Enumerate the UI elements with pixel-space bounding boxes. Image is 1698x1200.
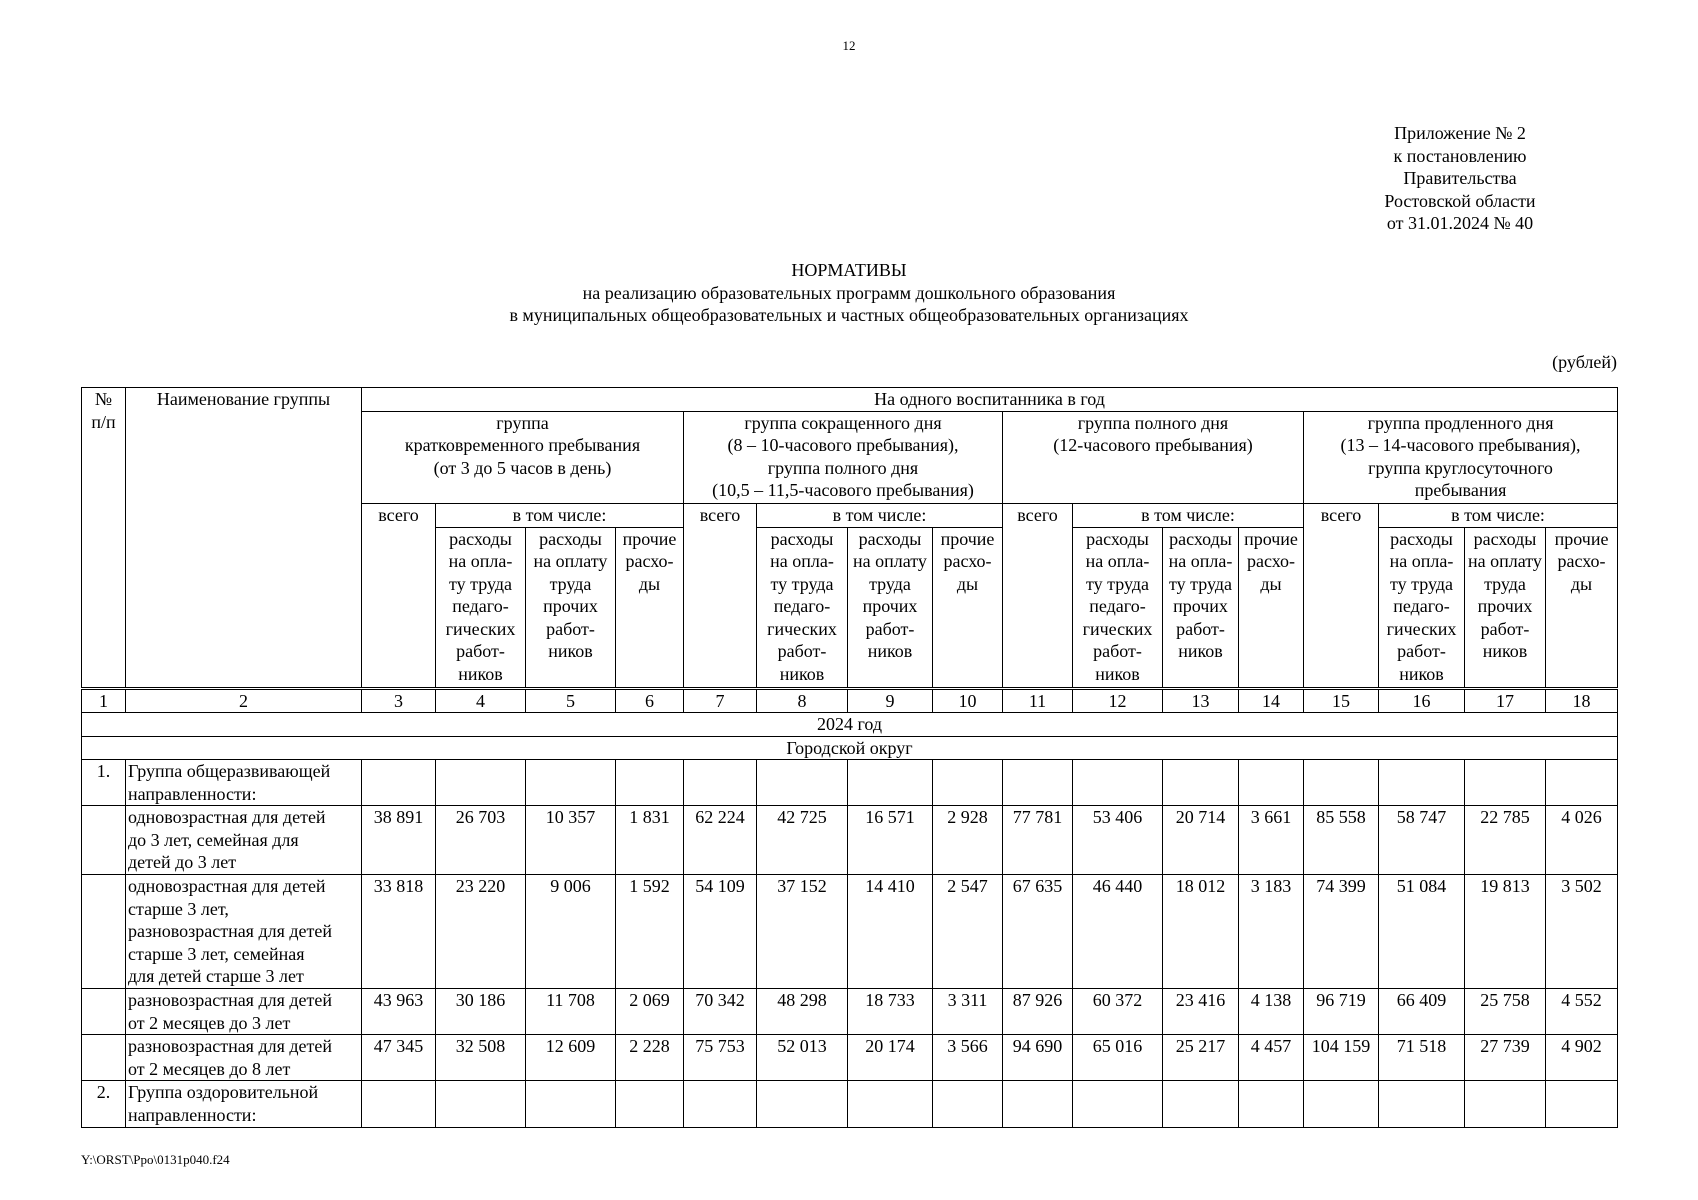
value-cell [933,1081,1003,1128]
value-cell: 9 006 [526,875,616,989]
header-including: в том числе: [1073,503,1304,527]
value-cell: 3 566 [933,1035,1003,1081]
value-cell: 67 635 [1003,875,1073,989]
value-cell: 87 926 [1003,989,1073,1035]
header-expense-type: расходы на опла- ту труда педаго- гических работ- ников [1073,527,1163,688]
value-cell [526,1081,616,1128]
value-cell: 2 547 [933,875,1003,989]
value-cell: 75 753 [684,1035,757,1081]
value-cell [1465,1081,1546,1128]
column-numbers-row [82,688,1618,713]
value-cell: 52 013 [757,1035,848,1081]
section-area: Городской округ [82,736,1618,760]
column-number: 18 [1546,688,1618,713]
value-cell: 71 518 [1379,1035,1465,1081]
value-cell: 4 026 [1546,806,1618,875]
value-cell [1003,760,1073,806]
value-cell [526,760,616,806]
value-cell: 1 831 [616,806,684,875]
value-cell: 62 224 [684,806,757,875]
title-subline: на реализацию образовательных программ дошкольного образования [582,282,1116,303]
column-number: 9 [848,688,933,713]
table-row [82,1035,1618,1081]
value-cell [1239,1081,1304,1128]
appendix-line: Ростовской области [1384,190,1536,211]
appendix-line: Правительства [1403,168,1517,188]
document-title [0,259,1698,327]
value-cell [1304,760,1379,806]
value-cell: 53 406 [1073,806,1163,875]
header-group-type: группа кратковременного пребывания (от 3 до 5 часов в день) [362,411,684,503]
header-group-type: группа продленного дня (13 – 14-часового пребывания), группа круглосуточного пребывания [1304,411,1618,503]
value-cell: 65 016 [1073,1035,1163,1081]
value-cell: 18 733 [848,989,933,1035]
column-number: 8 [757,688,848,713]
value-cell: 26 703 [436,806,526,875]
header-including: в том числе: [757,503,1003,527]
column-number: 3 [362,688,436,713]
value-cell: 48 298 [757,989,848,1035]
value-cell: 33 818 [362,875,436,989]
value-cell: 3 661 [1239,806,1304,875]
header-group-type: группа сокращенного дня (8 – 10-часового пребывания), группа полного дня (10,5 – 11,5-часового пребывания) [684,411,1003,503]
value-cell [1073,760,1163,806]
row-number [82,1035,126,1081]
header-expense-type: прочие расхо- ды [1239,527,1304,688]
title-subline: в муниципальных общеобразовательных и частных общеобразовательных организациях [509,305,1189,325]
value-cell: 104 159 [1304,1035,1379,1081]
header-per-pupil: На одного воспитанника в год [362,388,1618,412]
value-cell [436,760,526,806]
value-cell: 27 739 [1465,1035,1546,1081]
table-row [82,989,1618,1035]
value-cell [436,1081,526,1128]
header-group-name: Наименование группы [126,388,362,689]
value-cell: 43 963 [362,989,436,1035]
value-cell [1379,760,1465,806]
row-number [82,806,126,875]
header-number: № п/п [82,388,126,689]
column-number: 15 [1304,688,1379,713]
value-cell: 4 902 [1546,1035,1618,1081]
title-heading: НОРМАТИВЫ [791,260,907,280]
header-total: всего [362,503,436,688]
header-expense-type: прочие расхо- ды [933,527,1003,688]
value-cell: 37 152 [757,875,848,989]
value-cell: 14 410 [848,875,933,989]
value-cell [933,760,1003,806]
value-cell: 74 399 [1304,875,1379,989]
value-cell [1379,1081,1465,1128]
column-number: 4 [436,688,526,713]
column-number: 11 [1003,688,1073,713]
header-including: в том числе: [1379,503,1618,527]
row-number: 2. [82,1081,126,1128]
value-cell: 70 342 [684,989,757,1035]
row-name: Группа общеразвивающей направленности: [126,760,362,806]
value-cell: 2 928 [933,806,1003,875]
header-including: в том числе: [436,503,684,527]
value-cell: 51 084 [1379,875,1465,989]
value-cell [1546,760,1618,806]
value-cell: 66 409 [1379,989,1465,1035]
value-cell: 23 416 [1163,989,1239,1035]
value-cell: 1 592 [616,875,684,989]
page-number: 12 [842,38,856,53]
column-number: 7 [684,688,757,713]
value-cell: 32 508 [436,1035,526,1081]
column-number: 2 [126,688,362,713]
value-cell [684,1081,757,1128]
value-cell [1304,1081,1379,1128]
header-expense-type: расходы на опла- ту труда прочих работ- ников [1163,527,1239,688]
value-cell [616,760,684,806]
table-row [82,875,1618,989]
value-cell: 16 571 [848,806,933,875]
value-cell: 2 069 [616,989,684,1035]
value-cell [757,1081,848,1128]
section-row [82,736,1618,760]
column-number: 16 [1379,688,1465,713]
header-row [82,388,1618,412]
value-cell: 3 183 [1239,875,1304,989]
column-number: 13 [1163,688,1239,713]
value-cell: 19 813 [1465,875,1546,989]
value-cell: 47 345 [362,1035,436,1081]
header-expense-type: прочие расхо- ды [616,527,684,688]
row-number: 1. [82,760,126,806]
appendix-line: к постановлению [1393,145,1527,166]
value-cell: 60 372 [1073,989,1163,1035]
value-cell [1163,760,1239,806]
header-expense-type: расходы на оплату труда прочих работ- ников [1465,527,1546,688]
value-cell [616,1081,684,1128]
header-expense-type: расходы на оплату труда прочих работ- ников [526,527,616,688]
value-cell: 25 217 [1163,1035,1239,1081]
row-number [82,989,126,1035]
column-number: 1 [82,688,126,713]
value-cell: 54 109 [684,875,757,989]
section-year: 2024 год [82,713,1618,737]
value-cell: 96 719 [1304,989,1379,1035]
value-cell [1239,760,1304,806]
value-cell: 12 609 [526,1035,616,1081]
value-cell: 77 781 [1003,806,1073,875]
value-cell: 85 558 [1304,806,1379,875]
header-total: всего [684,503,757,688]
value-cell: 22 785 [1465,806,1546,875]
value-cell: 4 552 [1546,989,1618,1035]
table-row [82,760,1618,806]
value-cell: 18 012 [1163,875,1239,989]
unit-label: (рублей) [1552,352,1617,372]
table-row [82,806,1618,875]
file-path-footer: Y:\ORST\Ppo\0131p040.f24 [81,1152,230,1167]
value-cell [684,760,757,806]
column-number: 10 [933,688,1003,713]
value-cell [1163,1081,1239,1128]
column-number: 5 [526,688,616,713]
header-expense-type: прочие расхо- ды [1546,527,1618,688]
value-cell: 23 220 [436,875,526,989]
value-cell: 20 174 [848,1035,933,1081]
value-cell: 46 440 [1073,875,1163,989]
norms-table [81,387,1618,1128]
value-cell: 58 747 [1379,806,1465,875]
value-cell [362,1081,436,1128]
column-number: 17 [1465,688,1546,713]
header-expense-type: расходы на опла- ту труда педаго- гических работ- ников [436,527,526,688]
header-group-type: группа полного дня (12-часового пребывания) [1003,411,1304,503]
value-cell: 30 186 [436,989,526,1035]
appendix-line: от 31.01.2024 № 40 [1386,213,1534,233]
column-number: 12 [1073,688,1163,713]
appendix-block [1360,122,1560,235]
row-name: одновозрастная для детей до 3 лет, семейная для детей до 3 лет [126,806,362,875]
header-expense-type: расходы на оплату труда прочих работ- ников [848,527,933,688]
header-expense-type: расходы на опла- ту труда педаго- гических работ- ников [1379,527,1465,688]
value-cell: 38 891 [362,806,436,875]
value-cell: 94 690 [1003,1035,1073,1081]
value-cell: 42 725 [757,806,848,875]
value-cell [848,1081,933,1128]
value-cell [1073,1081,1163,1128]
section-row [82,713,1618,737]
table-row [82,1081,1618,1128]
row-number [82,875,126,989]
value-cell: 4 457 [1239,1035,1304,1081]
value-cell: 2 228 [616,1035,684,1081]
value-cell: 10 357 [526,806,616,875]
appendix-line: Приложение № 2 [1394,123,1526,143]
header-expense-type: расходы на опла- ту труда педаго- гических работ- ников [757,527,848,688]
value-cell: 25 758 [1465,989,1546,1035]
value-cell: 20 714 [1163,806,1239,875]
value-cell: 3 502 [1546,875,1618,989]
value-cell [1546,1081,1618,1128]
value-cell [1003,1081,1073,1128]
value-cell: 3 311 [933,989,1003,1035]
header-total: всего [1003,503,1073,688]
column-number: 14 [1239,688,1304,713]
value-cell [848,760,933,806]
row-name: разновозрастная для детей от 2 месяцев до 8 лет [126,1035,362,1081]
row-name: разновозрастная для детей от 2 месяцев до 3 лет [126,989,362,1035]
row-name: одновозрастная для детей старше 3 лет, разновозрастная для детей старше 3 лет, семейная для детей старше 3 лет [126,875,362,989]
header-total: всего [1304,503,1379,688]
value-cell [757,760,848,806]
value-cell: 4 138 [1239,989,1304,1035]
value-cell: 11 708 [526,989,616,1035]
column-number: 6 [616,688,684,713]
value-cell [362,760,436,806]
row-name: Группа оздоровительной направленности: [126,1081,362,1128]
value-cell [1465,760,1546,806]
